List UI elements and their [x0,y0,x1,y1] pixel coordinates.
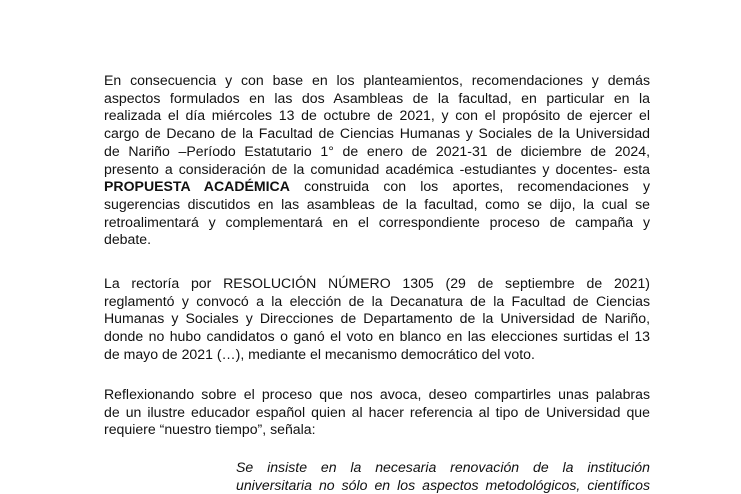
text-line: realizada el día miércoles 13 de octubre de 2021, y con el propósito de ejercer el [104,107,650,124]
bold-phrase-propuesta-academica: PROPUESTA ACADÉMICA [104,178,290,195]
text-line: de un ilustre educador español quien al hacer referencia al tipo de Universidad que [104,403,650,420]
text-line: de mayo de 2021 (…), mediante el mecanismo democrático del voto. [104,345,535,362]
text-line-rest: construida con los aportes, recomendaciones y [304,178,650,195]
quote-line: Se insiste en la necesaria renovación de la institución [236,459,650,475]
text-line: donde no hubo candidatos o ganó el voto en blanco en las elecciones surtidas el 13 [104,328,650,345]
paragraph-resolution [104,275,650,364]
text-line: Humanas y Sociales y Direcciones de Departamento de la Universidad de Nariño, [104,310,650,327]
block-quote [236,459,650,494]
quote-line: universitaria no sólo en los aspectos metodológicos, científicos [236,476,650,493]
paragraph-reflection [104,386,650,439]
text-line: La rectoría por RESOLUCIÓN NÚMERO 1305 (29 de septiembre de 2021) [104,275,650,291]
text-line: En consecuencia y con base en los planteamientos, recomendaciones y demás [104,72,650,88]
text-line: retroalimentará y complementará en el correspondiente proceso de campaña y [104,213,650,230]
text-line: debate. [104,231,152,248]
text-line: presento a consideración de la comunidad académica -estudiantes y docentes- esta [104,160,650,177]
paragraph-proposal-context [104,72,650,249]
text-line: Reflexionando sobre el proceso que nos avoca, deseo compartirles unas palabras [104,386,650,402]
text-line: aspectos formulados en las dos Asambleas de la facultad, en particular en la [104,89,650,106]
text-line: sugerencias discutidos en las asambleas de la facultad, como se dijo, la cual se [104,195,650,212]
text-line: reglamentó y convocó a la elección de la Decanatura de la Facultad de Ciencias [104,292,650,309]
text-line: de Nariño –Período Estatutario 1° de enero de 2021-31 de diciembre de 2024, [104,142,650,159]
text-line: requiere “nuestro tiempo”, señala: [104,421,316,438]
text-line-with-bold [104,178,650,196]
text-line: cargo de Decano de la Facultad de Ciencias Humanas y Sociales de la Universidad [104,125,650,142]
